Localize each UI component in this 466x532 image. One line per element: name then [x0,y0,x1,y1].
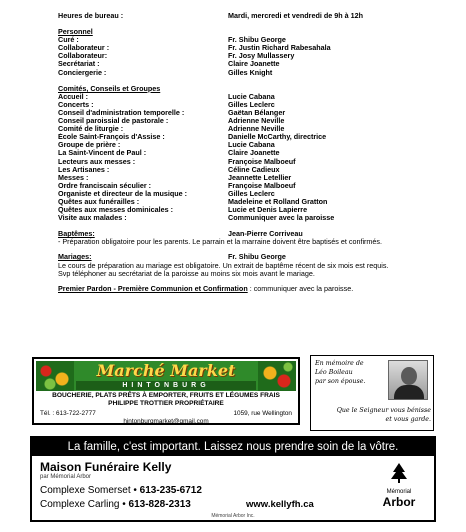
role-label: Quêtes aux funérailles : [58,197,140,206]
role-label: Les Artisanes : [58,165,110,174]
market-owner: PHILIPPE TROTTIER PROPRIÉTAIRE [108,400,224,407]
person-name: Gilles Leclerc [228,100,275,109]
carling-label: Complexe Carling [40,499,120,510]
person-name: Claire Joanette [228,149,280,158]
market-title: Marché Market [96,361,236,380]
pardon-text: : communiquer avec la paroisse. [249,283,354,293]
memorial-ad [310,355,434,431]
list-item [58,125,454,133]
arbor-logo [374,462,424,509]
list-item [58,174,454,182]
person-name: Fr. Shibu George [228,36,286,45]
person-name: Françoise Malboeuf [228,181,296,190]
role-label: Quêtes aux messes dominicales : [58,206,174,215]
memorial-line-1: En mémoire de [315,360,364,367]
carling-line: Complexe Carling • 613-828-2313 [40,499,191,510]
list-item [58,93,454,101]
list-item [58,149,454,157]
list-item [58,158,454,166]
memorial-line-5: et vous garde. [385,416,431,423]
person-name: Gaëtan Bélanger [228,108,286,117]
person-name: Fr. Justin Richard Rabesahala [228,44,331,53]
list-item [58,101,454,109]
list-item [58,133,454,141]
role-label: Conseil paroissial de pastorale : [58,117,169,126]
market-services: BOUCHERIE, PLATS PRÊTS À EMPORTER, FRUITS ET LÉGUMES FRAIS [52,392,280,399]
person-name: Communiquer avec la paroisse [228,214,335,223]
pardon-row [58,285,454,293]
market-email[interactable]: hintonburgmarket@gmail.com [123,418,209,425]
role-label: Lecteurs aux messes : [58,157,136,166]
role-label: Conciergerie : [58,68,107,77]
market-contact-row [40,410,292,417]
list-item [58,166,454,174]
list-item [58,69,454,77]
tree-icon [388,462,410,484]
carling-phone: 613-828-2313 [128,499,191,510]
list-item [58,109,454,117]
role-label: Collaborateur: [58,52,108,61]
role-label: Curé : [58,36,79,45]
funeral-home-name: Maison Funéraire Kelly [40,460,172,474]
marche-market-ad [32,357,300,425]
person-name: Claire Joanette [228,60,280,69]
role-label: La Saint-Vincent de Paul : [58,149,147,158]
list-item [58,214,454,222]
list-item [58,206,454,214]
role-label: Accueil : [58,92,88,101]
market-band: HINTONBURG [76,381,256,390]
role-label: École Saint-François d'Assise : [58,133,165,142]
funeral-footer: Mémorial Arbor Inc. [211,513,255,519]
parish-bulletin [58,12,454,293]
fruit-illustration [36,361,74,391]
memorial-text [315,359,379,386]
market-address: 1059, rue Wellington [233,410,292,417]
person-name: Adrienne Neville [228,117,285,126]
portrait-photo [388,360,428,400]
office-hours-value: Mardi, mercredi et vendredi de 9h à 12h [228,12,364,20]
list-item [58,36,454,44]
pardon-label: Premier Pardon - Première Communion et Confirmation [58,283,248,293]
personnel-heading: Personnel [58,27,93,37]
baptemes-label: Baptêmes: [58,230,95,239]
person-name: Madeleine et Rolland Gratton [228,197,328,206]
person-name: Danielle McCarthy, directrice [228,133,327,142]
baptemes-contact: Jean-Pierre Corriveau [228,230,303,239]
portrait-head [401,367,417,385]
role-label: Groupe de prière : [58,141,121,150]
somerset-line: Complexe Somerset • 613-235-6712 [40,485,202,496]
comites-heading: Comités, Conseils et Groupes [58,83,161,93]
role-label: Visite aux malades : [58,214,127,223]
person-name: Françoise Malboeuf [228,157,296,166]
portrait-body [394,385,424,400]
person-name: Jeannette Letellier [228,173,292,182]
funeral-home-sub: par Mémorial Arbor [40,474,92,480]
list-item [58,60,454,68]
person-name: Gilles Knight [228,68,273,77]
mariages-contact: Fr. Shibu George [228,253,286,262]
office-hours-label: Heures de bureau : [58,12,124,20]
role-label: Ordre franciscain séculier : [58,181,152,190]
mariages-text-1: Le cours de préparation au mariage est obligatoire. Un extrait de baptême récent de six mois est requis. [58,260,389,270]
person-name: Fr. Josy Mullassery [228,52,295,61]
mariages-text-2: Svp téléphoner au secrétariat de la paroisse au moins six mois avant le mariage. [58,268,315,278]
list-item [58,190,454,198]
market-phone: Tél. : 613-722-2777 [40,410,96,417]
fruit-illustration [258,361,296,391]
funeral-website[interactable]: www.kellyfh.ca [246,499,314,510]
logo-line-2: Arbor [382,495,416,509]
list-item [58,52,454,60]
role-label: Conseil d'administration temporelle : [58,108,185,117]
logo-line-1: Mémorial [386,489,412,495]
role-label: Messes : [58,173,89,182]
person-name: Lucie et Denis Lapierre [228,206,308,215]
person-name: Adrienne Neville [228,125,285,134]
list-item [58,198,454,206]
memorial-blessing [315,406,431,424]
memorial-line-3: par son épouse. [315,378,366,385]
personnel-list [58,36,454,76]
person-name: Lucie Cabana [228,141,275,150]
list-item [58,117,454,125]
list-item [58,44,454,52]
somerset-phone: 613-235-6712 [139,485,202,496]
somerset-label: Complexe Somerset [40,485,131,496]
funeral-home-ad [30,436,436,522]
list-item [58,141,454,149]
memorial-line-2: Léo Boileau [315,369,353,376]
person-name: Gilles Leclerc [228,189,275,198]
mariages-label: Mariages: [58,253,92,262]
person-name: Céline Cadieux [228,165,280,174]
role-label: Secrétariat : [58,60,100,69]
funeral-banner: La famille, c'est important. Laissez nous prendre soin de la vôtre. [32,438,434,456]
role-label: Comité de liturgie : [58,125,124,134]
person-name: Lucie Cabana [228,92,275,101]
role-label: Concerts : [58,100,94,109]
office-hours-row [58,12,454,20]
market-banner [36,361,296,391]
comites-list [58,93,454,223]
role-label: Organiste et directeur de la musique : [58,189,188,198]
role-label: Collaborateur : [58,44,110,53]
list-item [58,182,454,190]
baptemes-text: - Préparation obligatoire pour les parents. Le parrain et la marraine doivent être baptisés et confirmés. [58,237,383,247]
memorial-line-4: Que le Seigneur vous bénisse [336,407,431,414]
